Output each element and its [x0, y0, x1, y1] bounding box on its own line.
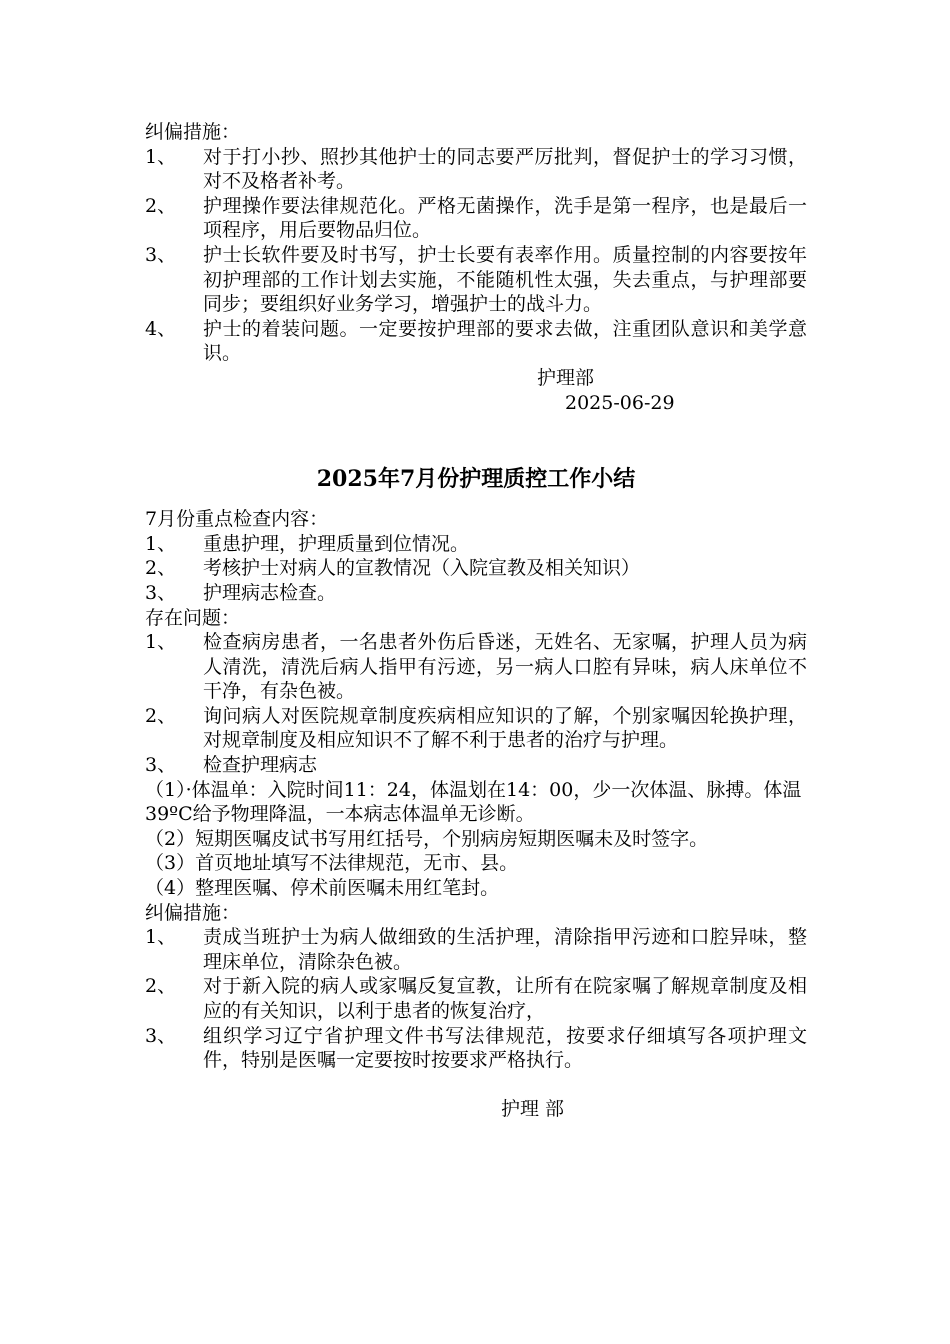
- item-number: 3、: [145, 1024, 177, 1047]
- list-item: [145, 974, 807, 1023]
- sub-item: （3）首页地址填写不法律规范，无市、县。: [145, 852, 519, 875]
- spacer: [145, 493, 807, 507]
- section1-heading: 纠偏措施：: [145, 121, 241, 143]
- list-item: [145, 925, 807, 974]
- check-heading: 7月份重点检查内容：: [145, 508, 329, 531]
- item-number: 2、: [145, 557, 177, 580]
- item-number: 3、: [145, 581, 177, 604]
- spacer: [145, 415, 807, 465]
- item-number: 2、: [145, 704, 177, 727]
- item-number: 4、: [145, 317, 177, 340]
- item-text: 责成当班护士为病人做细致的生活护理，清除指甲污迹和口腔异味，整理床单位，清除杂色被。: [203, 926, 807, 973]
- item-text: 考核护士对病人的宣教情况（入院宣教及相关知识）: [203, 557, 641, 580]
- item-number: 2、: [145, 975, 177, 998]
- item-text: 护士长软件要及时书写，护士长要有表率作用。质量控制的内容要按年初护理部的工作计划去实施，不能随机性太强，失去重点，与护理部要同步；要组织好业务学习，增强护士的战斗力。: [203, 243, 807, 316]
- list-item: [145, 630, 807, 704]
- list-item: [145, 753, 807, 778]
- report-title: 2025年7月份护理质控工作小结: [316, 466, 636, 493]
- section1-signature: 护理部: [537, 366, 595, 389]
- list-item: [145, 145, 807, 194]
- item-number: 1、: [145, 532, 177, 555]
- list-item: [145, 581, 807, 606]
- problems-heading: 存在问题：: [145, 606, 241, 629]
- list-item: [145, 317, 807, 366]
- item-text: 询问病人对医院规章制度疾病相应知识的了解，个别家嘱因轮换护理，对规章制度及相应知识不了解不利于患者的治疗与护理。: [203, 704, 807, 752]
- item-text: 重患护理，护理质量到位情况。: [203, 532, 470, 555]
- sub-item: （1）·体温单：入院时间11：24，体温划在14：00，少一次体温、脉搏。体温39ºC给予物理降温，一本病志体温单无诊断。: [145, 778, 802, 826]
- item-text: 护理病志检查。: [203, 581, 337, 604]
- item-text: 护士的着装问题。一定要按护理部的要求去做，注重团队意识和美学意识。: [203, 317, 807, 365]
- list-item: [145, 704, 807, 753]
- section2-signature: 护理 部: [501, 1097, 565, 1120]
- list-item: [145, 532, 807, 557]
- item-number: 1、: [145, 926, 177, 949]
- item-number: 1、: [145, 631, 177, 654]
- item-number: 2、: [145, 194, 177, 217]
- item-number: 1、: [145, 145, 177, 168]
- item-number: 3、: [145, 243, 177, 266]
- item-number: 3、: [145, 754, 177, 777]
- list-item: [145, 243, 807, 317]
- section1-date: 2025-06-29: [565, 391, 675, 414]
- item-text: 检查护理病志: [203, 754, 318, 777]
- document-body: [145, 120, 807, 1121]
- item-text: 护理操作要法律规范化。严格无菌操作，洗手是第一程序，也是最后一项程序，用后要物品归位。: [203, 194, 807, 242]
- item-text: 组织学习辽宁省护理文件书写法律规范，按要求仔细填写各项护理文件，特别是医嘱一定要按时按要求严格执行。: [203, 1024, 807, 1072]
- item-text: 检查病房患者，一名患者外伤后昏迷，无姓名、无家嘱，护理人员为病人清洗，清洗后病人指甲有污迹，另一病人口腔有异味，病人床单位不干净，有杂色被。: [203, 631, 807, 703]
- spacer: [145, 1073, 807, 1097]
- measures-heading: 纠偏措施：: [145, 901, 241, 924]
- list-item: [145, 556, 807, 581]
- sub-item: （2）短期医嘱皮试书写用红括号，个别病房短期医嘱未及时签字。: [145, 827, 709, 850]
- item-text: 对于打小抄、照抄其他护士的同志要严厉批判，督促护士的学习习惯，对不及格者补考。: [203, 145, 807, 193]
- list-item: [145, 1024, 807, 1073]
- sub-item: （4）整理医嘱、停术前医嘱未用红笔封。: [145, 877, 500, 900]
- list-item: [145, 194, 807, 243]
- item-text: 对于新入院的病人或家嘱反复宣教，让所有在院家嘱了解规章制度及相应的有关知识，以利于患者的恢复治疗，: [203, 975, 807, 1022]
